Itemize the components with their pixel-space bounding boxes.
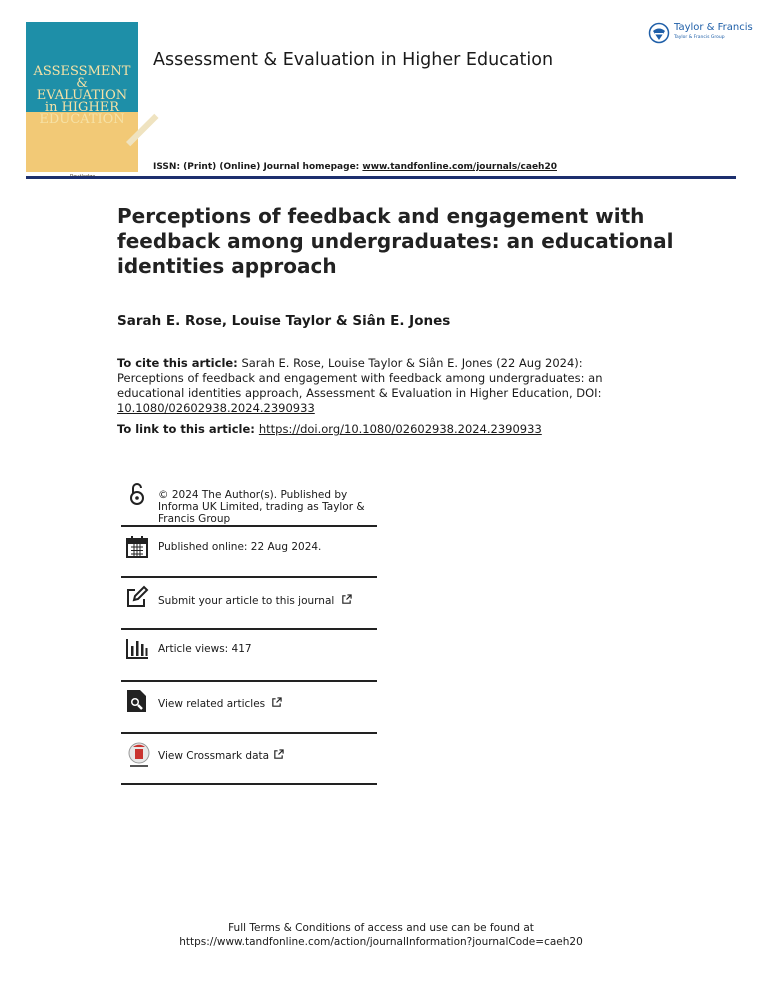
submit-article-link[interactable]: Submit your article to this journal — [158, 594, 378, 607]
external-link-icon — [273, 749, 284, 760]
footer-terms-text: Full Terms & Conditions of access and use can be found at — [228, 922, 534, 934]
cover-title: ASSESSMENT & EVALUATION in HIGHER EDUCATION — [33, 64, 131, 127]
submit-article-row[interactable] — [121, 580, 377, 632]
publisher-logo[interactable] — [648, 22, 753, 44]
footer-terms-link[interactable]: https://www.tandfonline.com/action/journalInformation?journalCode=caeh20 — [179, 936, 583, 948]
issn-line — [153, 162, 557, 172]
edit-icon — [125, 585, 149, 609]
open-access-row — [121, 482, 377, 528]
citation-label: To cite this article: — [117, 356, 238, 370]
open-access-icon — [125, 482, 149, 506]
article-title: Perceptions of feedback and engagement with feedback among undergraduates: an educational identities approach — [117, 204, 674, 278]
article-link — [117, 422, 542, 436]
calendar-icon — [125, 535, 149, 559]
search-document-icon — [125, 689, 149, 713]
related-articles-row[interactable] — [121, 684, 377, 734]
crossmark-link[interactable]: View Crossmark data — [158, 749, 378, 762]
published-online-text: Published online: 22 Aug 2024. — [158, 541, 322, 553]
article-authors: Sarah E. Rose, Louise Taylor & Siân E. Jones — [117, 313, 451, 329]
link-label: To link to this article: — [117, 422, 259, 436]
footer — [0, 921, 762, 949]
header-divider — [26, 176, 736, 179]
external-link-icon — [341, 594, 352, 605]
publisher-name: Taylor & Francis — [674, 22, 753, 33]
related-articles-link[interactable]: View related articles — [158, 697, 378, 710]
article-views-row — [121, 632, 377, 682]
journal-title: Assessment & Evaluation in Higher Education — [153, 50, 554, 70]
citation-text: Sarah E. Rose, Louise Taylor & Siân E. Jones (22 Aug 2024): Perceptions of feedback and engagement with feedback among undergraduates: an educational identities approach, Assessment & Evaluation in Higher Education, DOI: — [117, 356, 603, 400]
article-url-link[interactable]: https://doi.org/10.1080/02602938.2024.2390933 — [258, 422, 542, 436]
crossmark-row[interactable] — [121, 736, 377, 786]
published-online-row — [121, 530, 377, 580]
bar-chart-icon — [125, 636, 149, 660]
external-link-icon — [271, 697, 282, 708]
journal-homepage-link[interactable]: www.tandfonline.com/journals/caeh20 — [362, 162, 557, 172]
issn-label: ISSN: (Print) (Online) Journal homepage: — [153, 162, 363, 172]
publisher-tagline: Taylor & Francis Group — [674, 35, 725, 40]
journal-cover — [26, 22, 138, 172]
article-views-text: Article views: 417 — [158, 643, 252, 655]
crossmark-icon — [126, 741, 152, 769]
citation-doi-link[interactable]: 10.1080/02602938.2024.2390933 — [117, 401, 315, 415]
citation — [117, 356, 637, 416]
tf-logo-icon — [648, 22, 670, 44]
copyright-text: © 2024 The Author(s). Published by Informa UK Limited, trading as Taylor & Francis Group — [158, 489, 365, 525]
